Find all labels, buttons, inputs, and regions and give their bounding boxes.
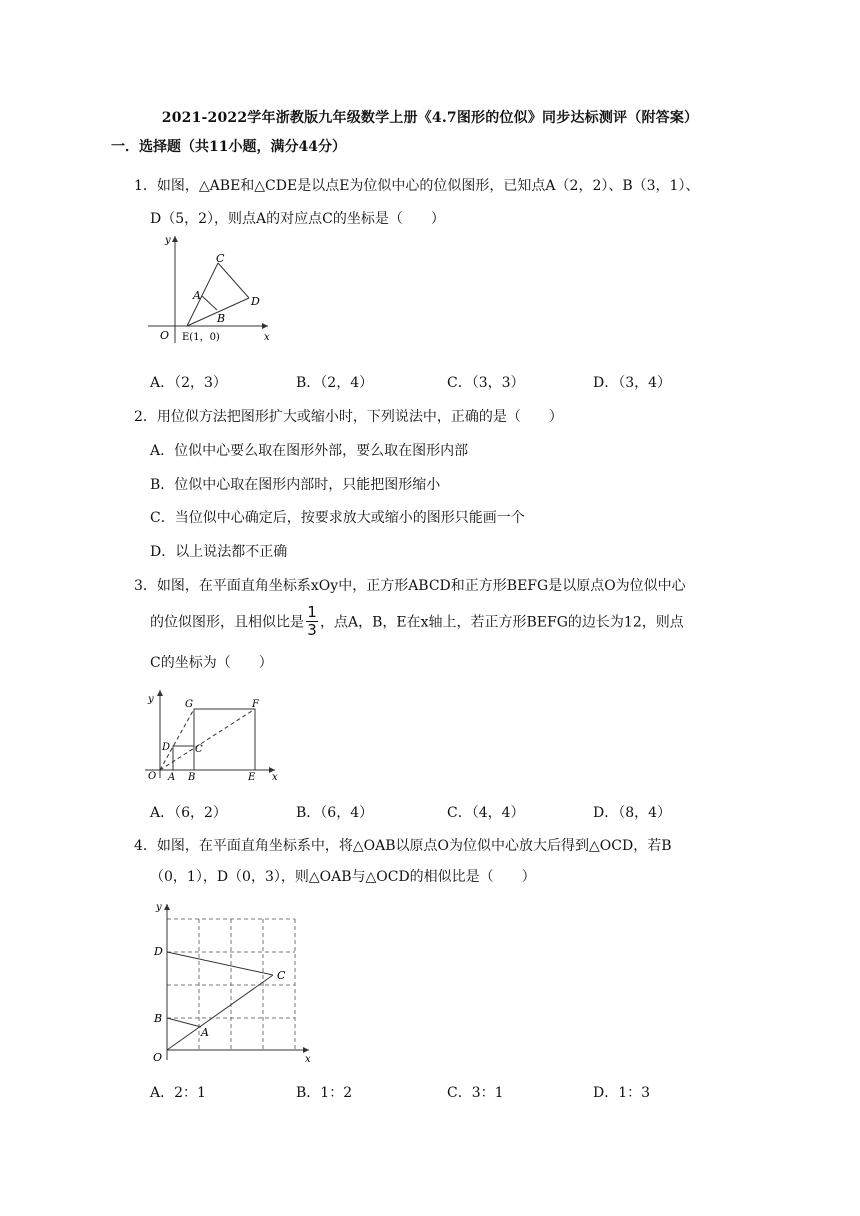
q3-option-d[interactable]: D．（8，4） xyxy=(593,805,672,821)
q3-line-2 xyxy=(150,605,684,638)
q4-label-o: O xyxy=(153,1051,163,1064)
q4-label-y: y xyxy=(156,902,162,913)
q4-figure xyxy=(145,896,325,1066)
q4-label-c: C xyxy=(277,969,286,982)
q4-line-2: （0，1），D（0，3），则△OAB与△OCD的相似比是（ ） xyxy=(150,869,536,885)
q3-label-b: B xyxy=(188,772,196,783)
q1-line-1: 1．如图，△ABE和△CDE是以点E为位似中心的位似图形，已知点A（2，2）、B（3，1）、 xyxy=(134,178,700,194)
q1-figure xyxy=(140,228,280,348)
q3-option-b[interactable]: B．（6，4） xyxy=(296,805,374,821)
q3-label-c: C xyxy=(195,744,203,755)
q2-option-b[interactable]: B．位似中心取在图形内部时，只能把图形缩小 xyxy=(150,477,441,493)
q3-label-x: x xyxy=(272,772,278,783)
q1-label-x: x xyxy=(264,332,270,343)
q4-option-d[interactable]: D．1：3 xyxy=(593,1085,651,1101)
q3-label-a: A xyxy=(168,772,176,783)
q3-option-a[interactable]: A．（6，2） xyxy=(150,805,227,821)
q3-label-e: E xyxy=(248,772,256,783)
q1-label-o: O xyxy=(160,329,170,342)
q3-fraction xyxy=(306,605,318,638)
q1-label-c: C xyxy=(216,252,225,265)
q3-line-1: 3．如图，在平面直角坐标系xOy中，正方形ABCD和正方形BEFG是以原点O为位似中心 xyxy=(134,578,686,594)
q1-line-2: D（5，2），则点A的对应点C的坐标是（ ） xyxy=(150,211,445,227)
q3-label-d: D xyxy=(162,742,171,753)
q4-option-c[interactable]: C．3：1 xyxy=(447,1085,504,1101)
q3-label-o: O xyxy=(148,771,157,782)
document-title: 2021-2022学年浙教版九年级数学上册《4.7图形的位似》同步达标测评（附答案） xyxy=(161,110,699,126)
q3-figure xyxy=(140,686,285,784)
q2-option-a[interactable]: A．位似中心要么取在图形外部，要么取在图形内部 xyxy=(150,443,469,459)
q3-line-2-text: 的位似图形，且相似比是 xyxy=(150,614,304,631)
q4-option-b[interactable]: B．1：2 xyxy=(296,1085,353,1101)
q4-label-a: A xyxy=(201,1026,209,1039)
q2-option-c[interactable]: C．当位似中心确定后，按要求放大或缩小的图形只能画一个 xyxy=(150,510,525,526)
q3-line-2-rest: ，点A，B，E在x轴上，若正方形BEFG的边长为12，则点 xyxy=(320,614,684,631)
q4-label-d: D xyxy=(154,945,163,958)
q1-option-d[interactable]: D．（3，4） xyxy=(593,375,672,391)
q4-label-x: x xyxy=(305,1054,311,1065)
q3-fraction-numerator: 1 xyxy=(307,603,317,621)
q1-label-b: B xyxy=(217,312,226,325)
q1-label-d: D xyxy=(251,295,260,308)
q1-option-a[interactable]: A．（2，3） xyxy=(150,375,227,391)
q3-option-c[interactable]: C．（4，4） xyxy=(447,805,525,821)
q3-line-3: C的坐标为（ ） xyxy=(150,655,273,671)
q3-label-f: F xyxy=(252,699,259,710)
q3-fraction-denominator: 3 xyxy=(307,621,317,639)
q1-option-c[interactable]: C．（3，3） xyxy=(447,375,525,391)
q3-label-g: G xyxy=(185,699,193,710)
q1-label-y: y xyxy=(165,235,171,246)
q4-line-1: 4．如图，在平面直角坐标系中，将△OAB以原点O为位似中心放大后得到△OCD，若B xyxy=(134,838,672,854)
q4-label-b: B xyxy=(154,1012,163,1025)
q2-option-d[interactable]: D．以上说法都不正确 xyxy=(150,544,288,560)
q3-label-y: y xyxy=(148,694,154,705)
q4-option-a[interactable]: A．2：1 xyxy=(150,1085,206,1101)
q1-option-b[interactable]: B．（2，4） xyxy=(296,375,374,391)
section-heading: 一．选择题（共11小题，满分44分） xyxy=(111,139,346,155)
q1-label-a: A xyxy=(193,289,201,302)
q1-label-e: E(1，0) xyxy=(182,332,220,343)
q2-line-1: 2．用位似方法把图形扩大或缩小时，下列说法中，正确的是（ ） xyxy=(134,409,563,425)
